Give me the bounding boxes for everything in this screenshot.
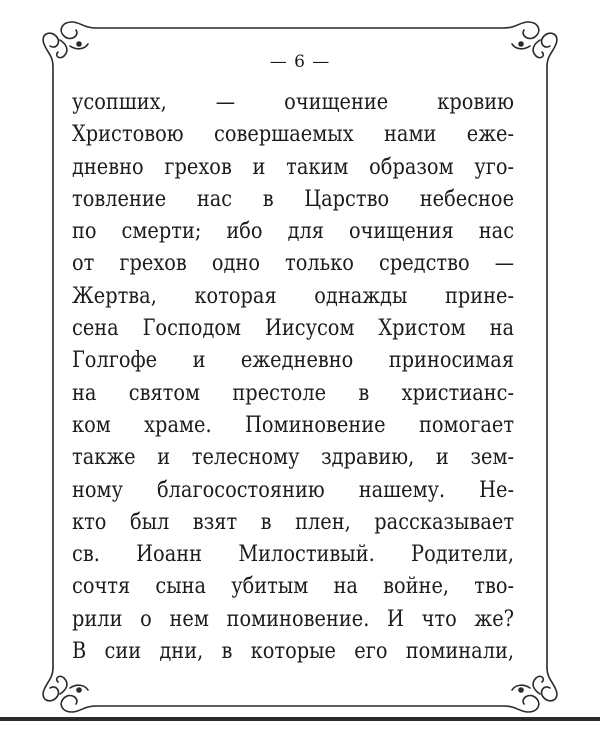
corner-ornament-bottom-left bbox=[43, 668, 96, 712]
text-line: В сии дни, в которые его поминали, bbox=[72, 638, 515, 665]
page-bottom-edge bbox=[0, 717, 600, 721]
text-line: рили о нем поминовение. И что же? bbox=[72, 605, 515, 632]
text-line: усопших, — очищение кровию bbox=[72, 89, 515, 115]
page-number: — 6 — bbox=[269, 52, 331, 72]
text-line: св. Иоанн Милостивый. Родители, bbox=[72, 541, 515, 568]
body-text bbox=[72, 86, 514, 667]
text-line: Христовою совершаемых нами еже- bbox=[72, 121, 515, 148]
text-line: сена Господом Иисусом Христом на bbox=[72, 315, 515, 342]
text-line: также и телесному здравию, и зем- bbox=[72, 444, 515, 471]
text-line: сочтя сына убитым на войне, тво- bbox=[72, 573, 515, 600]
text-line: от грехов одно только средство — bbox=[72, 250, 515, 277]
text-line: Жертва, которая однажды прине- bbox=[72, 282, 515, 309]
text-line: ному благосостоянию нашему. Не- bbox=[72, 476, 515, 503]
text-line: Голгофе и ежедневно приносимая bbox=[72, 347, 515, 374]
corner-ornament-bottom-right bbox=[504, 668, 557, 712]
text-line: дневно грехов и таким образом уго- bbox=[72, 153, 515, 180]
text-line: по смерти; ибо для очищения нас bbox=[72, 218, 515, 245]
text-line: на святом престоле в христианс- bbox=[72, 379, 515, 406]
text-line: товление нас в Царство небесное bbox=[72, 185, 515, 212]
text-line: кто был взят в плен, рассказывает bbox=[72, 508, 515, 535]
text-line: ком храме. Поминовение помогает bbox=[72, 411, 515, 438]
